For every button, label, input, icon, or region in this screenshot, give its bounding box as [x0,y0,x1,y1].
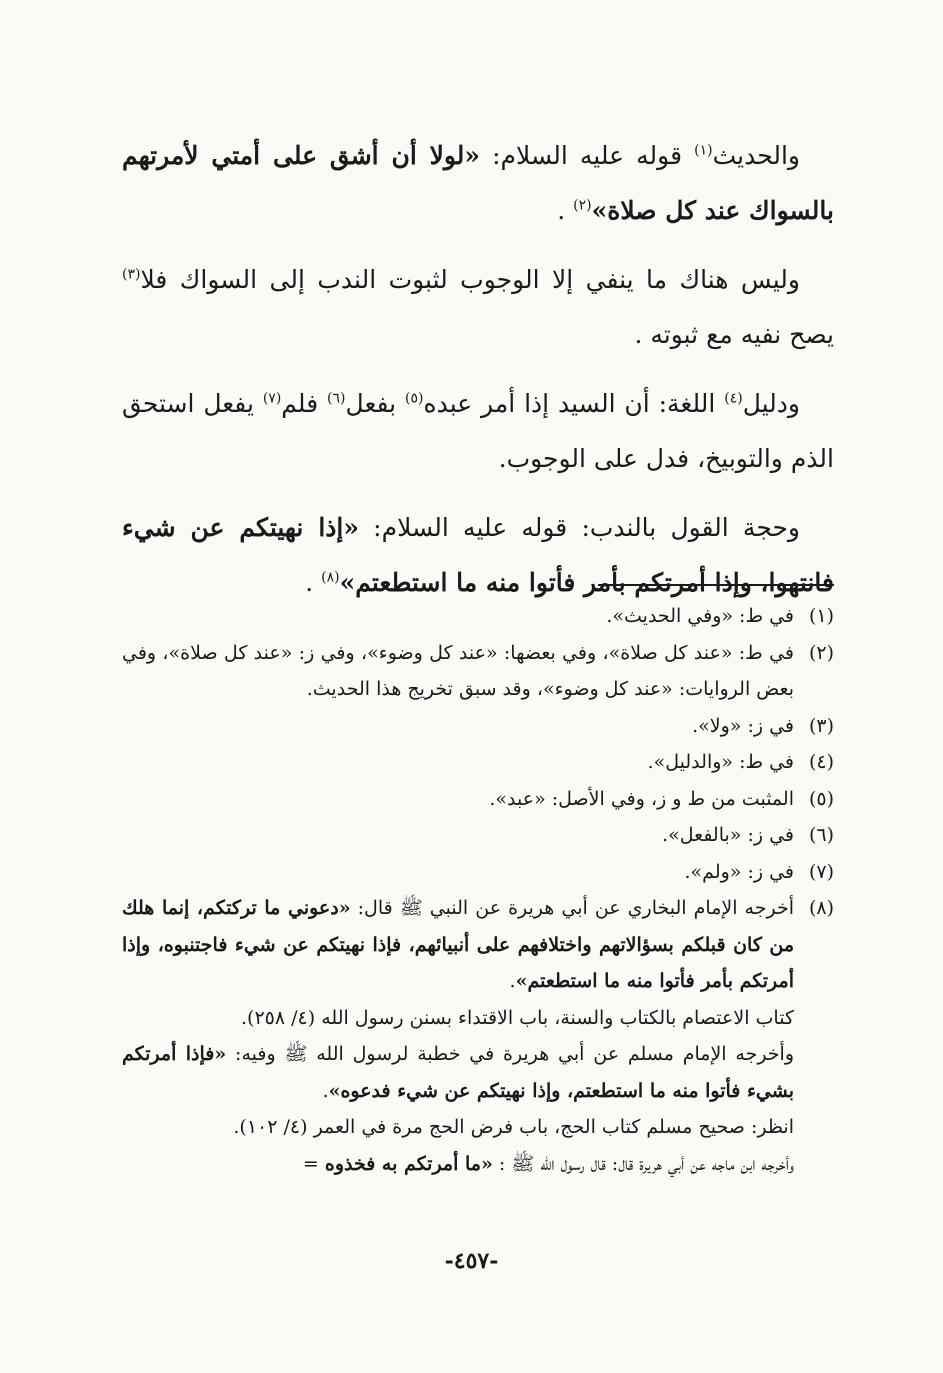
footnote-5 [122,781,834,818]
footnote-8 [122,890,834,1182]
paragraph-2 [122,252,834,362]
footnote-text: في ز: «بالفعل». [662,824,794,846]
footnote-number: (١) [808,605,834,627]
footnote-1 [122,598,834,635]
main-text [122,128,834,624]
footnote-text: المثبت من ط و ز، وفي الأصل: «عبد». [489,787,794,810]
continuation-mark: = [302,1152,325,1175]
footnote-3 [122,708,834,745]
footnote-text [122,1036,794,1109]
footnote-text: في ط: «عند كل صلاة»، وفي بعضها: «عند كل وضوء»، وفي ز: «عند كل صلاة»، وفي بعض الروايات: «عند كل وضوء»، وقد سبق تخريج هذا الحديث. [122,641,794,700]
text-run: . [322,1079,329,1102]
footnotes [122,598,834,1182]
text-run: . [557,196,574,225]
footnote-number: (٤) [808,751,834,773]
page-number: -٤٥٧- [444,1248,499,1274]
text-run: والحديث [712,141,800,170]
footnote-ref[interactable]: (٢) [573,197,592,214]
footnote-ref[interactable]: (٥) [405,390,424,407]
footnote-number: (٦) [808,824,834,846]
hadith-quote: «لولا أن أشق على أمتي لأمرتهم بالسواك عند كل صلاة» [122,141,834,225]
text-run: بفعل [345,389,406,418]
text-run: قوله عليه السلام: [480,141,695,170]
footnote-source: انظر: صحيح مسلم كتاب الحج، باب فرض الحج مرة في العمر (٤/ ١٠٢). [233,1116,794,1138]
footnote-number: (٢) [808,641,834,664]
footnote-text [122,1146,794,1183]
hadith-quote: «فإذا أمرتكم بشيء فأتوا منه ما استطعتم، وإذا نهيتكم عن شيء فدعوه» [122,1043,794,1102]
footnote-text: في ط: «وفي الحديث». [606,605,794,627]
paragraph-4 [122,500,834,610]
hadith-quote: «إذا نهيتكم عن شيء فانتهوا، وإذا أمرتكم بأمر فأتوا منه ما استطعتم» [122,513,834,597]
text-run: يصح نفيه مع ثبوته . [634,320,834,349]
footnote-6 [122,817,834,854]
footnote-number: (٨) [808,897,834,919]
text-run: اللغة: أن السيد إذا أمر عبده [423,389,725,418]
footnote-ref[interactable]: (٧) [262,390,282,407]
hadith-quote: «ما أمرتكم به فخذوه [324,1152,493,1175]
footnote-text: في ط: «والدليل». [647,751,794,773]
footnote-source: كتاب الاعتصام بالكتاب والسنة، باب الاقتداء بسنن رسول الله (٤/ ٢٥٨). [241,1006,794,1029]
text-run: أخرجه الإمام البخاري عن أبي هريرة عن النبي ﷺ قال: [350,897,794,919]
text-run: وأخرجه ابن ماجه عن أبي هريرة قال: قال رسول الله ﷺ : [492,1152,794,1175]
footnote-7 [122,854,834,891]
footnote-number: (٥) [808,787,834,810]
text-run: . [509,970,516,992]
text-run: يفعل استحق الذم والتوبيخ، فدل على الوجوب. [122,389,834,473]
text-run: . [305,568,322,597]
footnote-ref[interactable]: (٤) [724,390,743,407]
paragraph-3 [122,376,834,486]
footnote-divider [598,584,834,586]
footnote-text: في ز: «ولا». [692,714,794,737]
paragraph-1 [122,128,834,238]
footnote-ref[interactable]: (٣) [122,266,141,283]
footnote-2 [122,635,834,708]
footnote-4 [122,744,834,781]
footnote-text: في ز: «ولم». [684,860,794,883]
footnote-ref[interactable]: (٦) [327,390,346,407]
text-run: ودليل [742,389,801,418]
footnote-text [122,890,794,1000]
footnote-ref[interactable]: (٨) [321,569,340,586]
footnote-ref[interactable]: (١) [694,142,713,159]
hadith-quote: «دعوني ما تركتكم، إنما هلك من كان قبلكم بسؤالاتهم واختلافهم على أنبيائهم، فإذا نهيتكم عن شيء فاجتنبوه، وإذا أمرتكم بأمر فأتوا منه ما استطعتم» [122,897,794,992]
text-run: وأخرجه الإمام مسلم عن أبي هريرة في خطبة لرسول الله ﷺ وفيه: [226,1043,794,1065]
footnote-number: (٣) [808,714,834,737]
text-run: وحجة القول بالندب: قوله عليه السلام: [358,513,800,542]
text-run: وليس هناك ما ينفي إلا الوجوب لثبوت الندب إلى السواك فلا [140,265,800,294]
footnote-number: (٧) [808,860,834,883]
text-run: فلم [281,389,328,418]
